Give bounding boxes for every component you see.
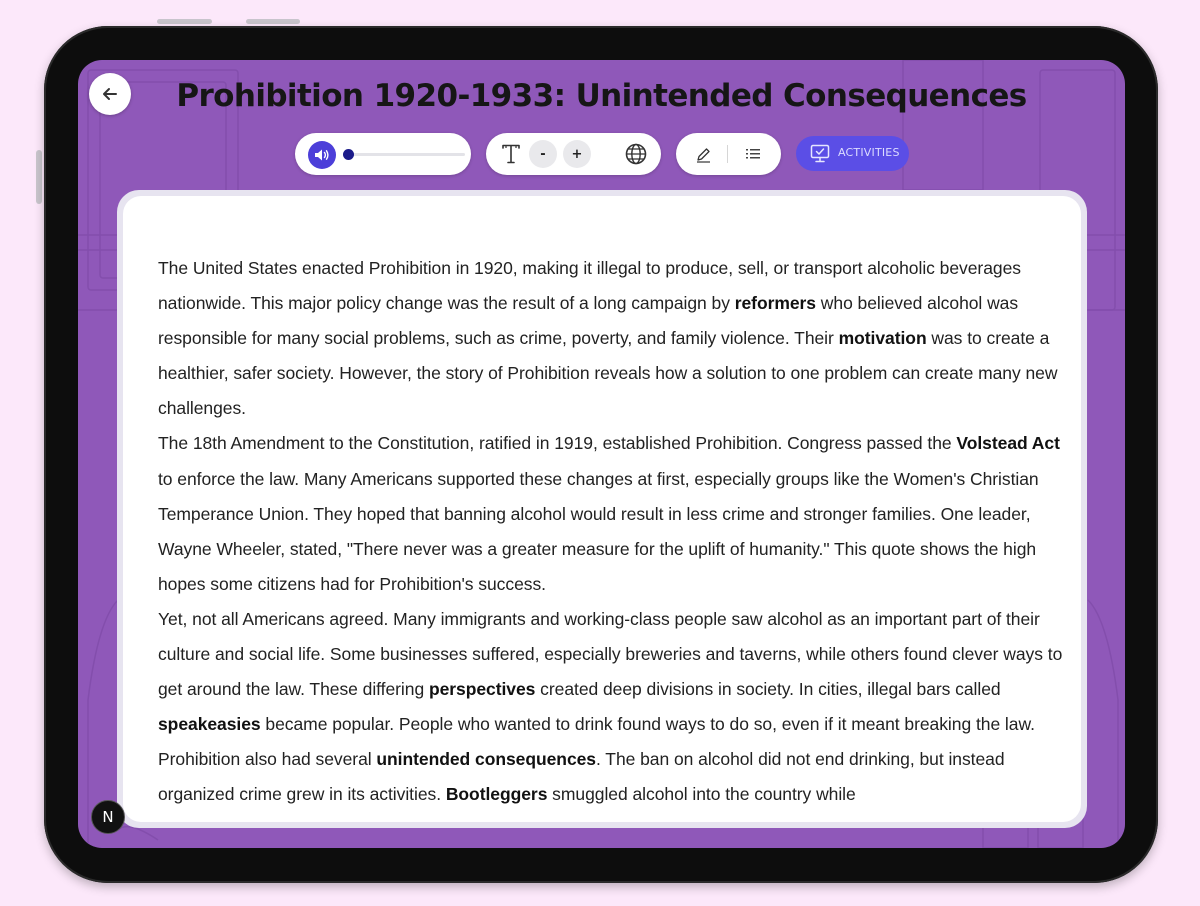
speaker-icon — [314, 148, 330, 162]
pen-icon[interactable] — [695, 146, 712, 163]
paragraph-text: was to create a healthier, safer society. However, the story of Prohibition reveals how a solution to one problem can create many new challenges. — [158, 328, 1058, 419]
article-frame — [117, 190, 1087, 828]
list-icon[interactable] — [745, 147, 761, 161]
audio-player — [295, 133, 471, 175]
paragraph-text: Yet, not all Americans agreed. Many immigrants and working-class people saw alcohol as an important part of their culture and social life. Some businesses suffered, especially breweries and taverns, while others found clever ways to get around the law. These differing — [158, 608, 1063, 700]
vocabulary-term: perspectives — [428, 679, 536, 700]
increase-font-button[interactable]: + — [563, 140, 591, 168]
text-format-icon[interactable] — [499, 142, 523, 166]
article-paragraph — [158, 251, 1063, 426]
article-paragraph — [158, 426, 1063, 601]
play-audio-button[interactable] — [308, 141, 336, 169]
article-paragraph — [158, 602, 1063, 742]
paragraph-text: became popular. People who wanted to drink found ways to do so, even if it meant breaking the law. — [260, 714, 1035, 735]
page-title: Prohibition 1920-1933: Unintended Consequences — [176, 78, 1027, 114]
app-screen — [78, 60, 1125, 848]
audio-progress-slider[interactable] — [346, 153, 465, 156]
paragraph-text: created deep divisions in society. In cities, illegal bars called — [535, 679, 1001, 700]
vocabulary-term: Volstead Act — [956, 433, 1060, 454]
toolbar-divider — [727, 145, 728, 163]
globe-icon[interactable] — [624, 142, 648, 166]
paragraph-text: to enforce the law. Many Americans supported these changes at first, especially groups like the Women's Christian Temperance Union. They hoped that banning alcohol would result in less crime and stronger families. One leader, Wayne Wheeler, stated, "There never was a greater measure for the uplift of humanity." This quote shows the high hopes some citizens had for Prohibition's success. — [158, 468, 1039, 594]
tablet-side-button — [36, 150, 42, 204]
audio-progress-knob[interactable] — [343, 149, 354, 160]
decrease-font-button[interactable]: - — [529, 140, 557, 168]
tablet-top-button-1 — [157, 19, 212, 24]
paragraph-text: The United States enacted Prohibition in 1920, making it illegal to produce, sell, or transport alcoholic beverages nationwide. This major policy change was the result of a long campaign by — [158, 258, 1021, 314]
activities-label: ACTIVITIES — [838, 146, 900, 159]
reading-tools-toolbar — [676, 133, 781, 175]
article-body — [158, 251, 1063, 813]
article-paragraph — [158, 742, 1063, 812]
vocabulary-term: Bootleggers — [445, 784, 548, 805]
monitor-icon — [810, 144, 830, 163]
text-settings-toolbar — [486, 133, 661, 175]
vocabulary-term: reformers — [734, 293, 816, 314]
paragraph-text: Prohibition also had several — [158, 749, 377, 770]
dev-tools-badge[interactable]: N — [91, 800, 125, 834]
tablet-top-button-2 — [246, 19, 300, 24]
paragraph-text: who believed alcohol was responsible for many social problems, such as crime, poverty, and family violence. Their — [158, 293, 1019, 349]
activities-button[interactable] — [796, 136, 909, 171]
vocabulary-term: speakeasies — [158, 714, 261, 735]
paragraph-text: smuggled alcohol into the country while — [547, 784, 856, 805]
vocabulary-term: motivation — [838, 328, 927, 349]
paragraph-text: . The ban on alcohol did not end drinking, but instead organized crime grew in its activities. — [158, 749, 1005, 805]
vocabulary-term: unintended consequences — [376, 749, 596, 770]
paragraph-text: The 18th Amendment to the Constitution, ratified in 1919, established Prohibition. Congress passed the — [158, 433, 957, 454]
article-card — [123, 196, 1081, 822]
